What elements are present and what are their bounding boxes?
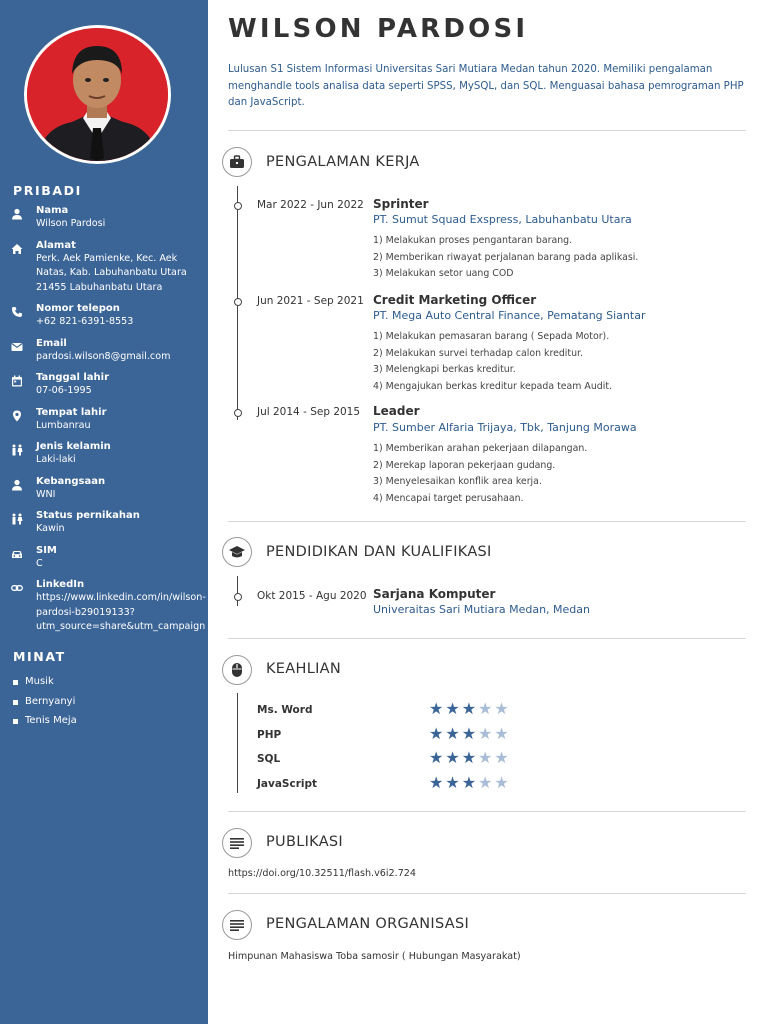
- info-label: Nama: [36, 205, 69, 216]
- interests-list: [12, 672, 77, 731]
- list-item: 3) Melakukan setor uang COD: [373, 268, 514, 279]
- education-degree: Sarjana Komputer: [373, 587, 496, 601]
- skill-row: [257, 772, 557, 793]
- star-filled-icon: ★: [445, 748, 462, 767]
- job-date: Jun 2021 - Sep 2021: [257, 295, 364, 307]
- publication-heading: PUBLIKASI: [266, 834, 344, 850]
- star-filled-icon: ★: [445, 772, 462, 792]
- personal-info-list: [0, 204, 208, 642]
- info-label: Jenis kelamin: [36, 441, 111, 452]
- info-label: Email: [36, 337, 67, 349]
- job-role: Credit Marketing Officer: [373, 293, 537, 307]
- skill-row: [257, 748, 557, 768]
- skill-name: PHP: [257, 728, 282, 741]
- list-item: 4) Mencapai target perusahaan.: [373, 492, 524, 504]
- info-label: Status pernikahan: [36, 510, 140, 521]
- skill-rating: [429, 772, 511, 792]
- info-label: Nomor telepon: [36, 303, 120, 314]
- divider: [228, 811, 746, 812]
- star-filled-icon: ★: [429, 723, 446, 743]
- list-item: 3) Melengkapi berkas kreditur.: [373, 364, 516, 375]
- job-role: Sprinter: [373, 197, 429, 211]
- info-value: WNI: [36, 488, 56, 500]
- list-item: 2) Memberikan riwayat perjalanan barang pada aplikasi.: [373, 251, 639, 263]
- info-value: Laki-laki: [36, 454, 76, 465]
- star-filled-icon: ★: [429, 699, 446, 718]
- info-label: LinkedIn: [36, 579, 85, 590]
- info-label: Kebangsaan: [36, 475, 106, 487]
- info-label: Alamat: [36, 239, 76, 251]
- star-filled-icon: ★: [429, 748, 446, 767]
- star-filled-icon: ★: [461, 772, 479, 792]
- link-icon: [11, 579, 24, 592]
- organization-text: Himpunan Mahasiswa Toba samosir ( Hubungan Masyarakat): [228, 951, 521, 962]
- star-empty-icon: ★: [478, 748, 495, 767]
- divider: [228, 130, 746, 131]
- info-value[interactable]: https://www.linkedin.com/in/wilson- pardosi-b29019133? utm_source=share&utm_campaign: [36, 592, 206, 632]
- info-value: C: [36, 557, 43, 569]
- info-item-nomor-telepon: [0, 302, 208, 330]
- job-duties: [373, 329, 612, 395]
- star-filled-icon: ★: [461, 748, 479, 767]
- job-date: Jul 2014 - Sep 2015: [257, 406, 361, 418]
- skill-rating: [429, 750, 511, 766]
- job-company: PT. Sumber Alfaria Trijaya, Tbk, Tanjung Morawa: [373, 421, 637, 434]
- star-empty-icon: ★: [494, 723, 511, 743]
- info-value: Lumbanrau: [36, 419, 91, 431]
- organization-heading: PENGALAMAN ORGANISASI: [266, 916, 470, 932]
- gender-icon: [11, 441, 24, 454]
- calendar-icon: [11, 372, 24, 385]
- skills-heading: KEAHLIAN: [266, 661, 342, 677]
- divider: [228, 893, 746, 894]
- mouse-icon: [222, 655, 252, 685]
- timeline-line: [237, 576, 238, 606]
- timeline-dot: [234, 409, 242, 417]
- location-pin-icon: [11, 407, 24, 420]
- person-icon: [11, 476, 24, 489]
- graduation-cap-icon: [222, 537, 252, 567]
- list-item: 2) Melakukan survei terhadap calon kreditur.: [373, 347, 584, 359]
- list-item: 1) Melakukan proses pengantaran barang.: [373, 235, 573, 246]
- info-value: +62 821-6391-8553: [36, 316, 134, 327]
- info-item-tempat-lahir: [0, 406, 208, 434]
- star-empty-icon: ★: [478, 723, 495, 743]
- divider: [228, 521, 746, 522]
- list-item: 1) Melakukan pemasaran barang ( Sepada Motor).: [373, 331, 610, 342]
- document-icon: [222, 828, 252, 858]
- list-item: 3) Menyelesaikan konflik area kerja.: [373, 476, 542, 487]
- skill-rating: [429, 701, 511, 717]
- profile-photo: [24, 25, 171, 164]
- home-icon: [11, 240, 24, 253]
- job-duties: [373, 441, 587, 507]
- job-company: PT. Sumut Squad Exspress, Labuhanbatu Utara: [373, 213, 632, 226]
- list-item: 4) Mengajukan berkas kreditur kepada team Audit.: [373, 380, 612, 392]
- job-duties: [373, 233, 638, 283]
- star-filled-icon: ★: [445, 699, 462, 718]
- info-label: SIM: [36, 544, 57, 556]
- info-value: Perk. Aek Pamienke, Kec. Aek Natas, Kab. Labuhanbatu Utara 21455 Labuhanbatu Utara: [36, 252, 187, 293]
- info-label: Tempat lahir: [36, 406, 107, 418]
- couple-icon: [11, 510, 24, 523]
- star-filled-icon: ★: [461, 723, 479, 743]
- skill-name: SQL: [257, 753, 281, 765]
- person-icon: [11, 205, 24, 218]
- info-item-status-pernikahan: [0, 509, 208, 537]
- list-item: Tenis Meja: [12, 711, 77, 731]
- info-label: Tanggal lahir: [36, 372, 110, 383]
- sidebar: [0, 0, 208, 1024]
- info-value: Kawin: [36, 523, 65, 534]
- profile-summary: Lulusan S1 Sistem Informasi Universitas Sari Mutiara Medan tahun 2020. Memiliki pengalaman menghandle tools analisa data seperti SPSS, MySQL, dan SQL. Menguasai bahasa pemrograman PHP dan JavaScript.: [228, 64, 744, 108]
- document-icon: [222, 910, 252, 940]
- skill-name: Ms. Word: [257, 704, 313, 716]
- experience-heading: PENGALAMAN KERJA: [266, 154, 420, 170]
- job-company: PT. Mega Auto Central Finance, Pematang Siantar: [373, 309, 646, 322]
- info-value: Wilson Pardosi: [36, 218, 106, 229]
- minat-heading: MINAT: [13, 649, 66, 664]
- star-empty-icon: ★: [478, 699, 495, 718]
- info-item-email: [0, 337, 208, 365]
- skill-rating: [429, 723, 511, 743]
- education-date: Okt 2015 - Agu 2020: [257, 590, 367, 602]
- email-icon: [11, 338, 24, 351]
- skill-row: [257, 723, 557, 744]
- info-item-kebangsaan: [0, 475, 208, 503]
- list-item: 1) Memberikan arahan pekerjaan dilapangan.: [373, 443, 588, 454]
- star-filled-icon: ★: [445, 723, 462, 743]
- list-item: 2) Merekap laporan pekerjaan gudang.: [373, 459, 556, 471]
- list-item: Bernyanyi: [12, 692, 77, 712]
- star-empty-icon: ★: [494, 772, 511, 792]
- info-item-sim: [0, 544, 208, 572]
- timeline-dot: [234, 202, 242, 210]
- info-value[interactable]: pardosi.wilson8@gmail.com: [36, 350, 171, 362]
- publication-link[interactable]: https://doi.org/10.32511/flash.v6i2.724: [228, 868, 417, 879]
- page-title: WILSON PARDOSI: [228, 14, 529, 44]
- job-date: Mar 2022 - Jun 2022: [257, 199, 364, 211]
- star-empty-icon: ★: [478, 772, 495, 792]
- skill-name: JavaScript: [257, 777, 318, 790]
- car-icon: [11, 545, 24, 558]
- main-content: [228, 0, 746, 1024]
- timeline-line: [237, 693, 238, 793]
- star-filled-icon: ★: [429, 772, 446, 792]
- skill-row: [257, 699, 557, 719]
- info-item-jenis-kelamin: [0, 440, 208, 468]
- star-filled-icon: ★: [461, 699, 479, 718]
- briefcase-icon: [222, 147, 252, 177]
- list-item: Musik: [12, 672, 77, 692]
- info-value: 07-06-1995: [36, 385, 92, 396]
- timeline-dot: [234, 593, 242, 601]
- star-empty-icon: ★: [494, 699, 511, 718]
- phone-icon: [11, 303, 24, 316]
- info-item-linkedin: [0, 578, 208, 635]
- education-school: Univeraitas Sari Mutiara Medan, Medan: [373, 603, 590, 616]
- pribadi-heading: PRIBADI: [13, 183, 82, 198]
- timeline-dot: [234, 298, 242, 306]
- star-empty-icon: ★: [494, 748, 511, 767]
- education-heading: PENDIDIKAN DAN KUALIFIKASI: [266, 544, 492, 560]
- info-item-nama: [0, 204, 208, 232]
- info-item-alamat: [0, 239, 208, 296]
- divider: [228, 638, 746, 639]
- job-role: Leader: [373, 404, 420, 418]
- info-item-tanggal-lahir: [0, 371, 208, 399]
